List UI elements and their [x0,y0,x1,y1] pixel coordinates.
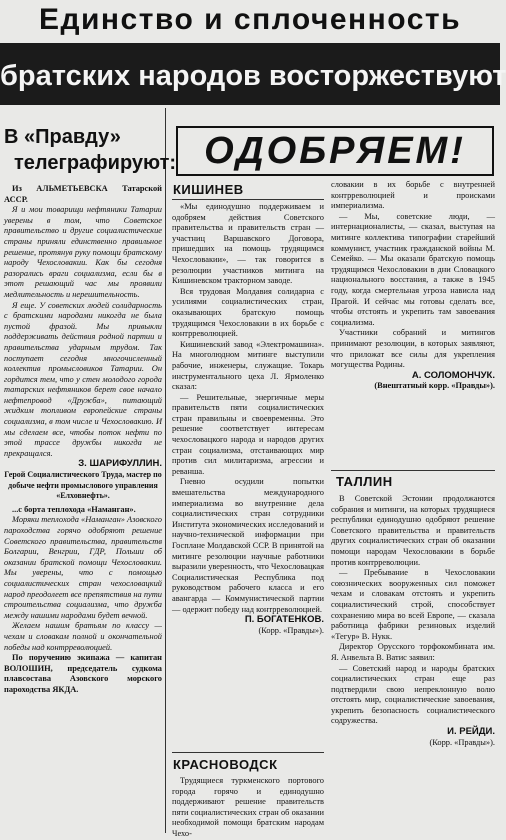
signature-role: Герой Социалистического Труда, мастер по добыче нефти промыслового управления «Елховнефть». [4,470,162,501]
city-heading-kishinev: КИШИНЕВ [173,182,244,197]
title-line-2: телеграфируют: [14,152,177,174]
headline-line-2: братских народов восторжествуют [0,60,506,92]
left-column-title [4,124,177,180]
dateline-ship: ...с борта теплохода «Наманган». [12,504,136,514]
krasnovodsk-continued [331,180,495,466]
title-line-1: В «Правду» [4,126,121,148]
heading-rule [172,199,324,200]
article-paragraph: — Пребывание в Чехословакии союзнических вооруженных сил поможет чехам и словакам отстоять и укрепить социалистический строй, способствует сохранению мира во всей Европе, — сказала работница фабрики резиновых изделий «Тегур» В. Нукк. [331,568,495,641]
city-heading-tallinn: ТАЛЛИН [336,474,393,489]
article-paragraph: В Советской Эстонии продолжаются собрания и митинги, на которых трудящиеся республики единодушно одобряют решение Советского правительства и правительств других социалистических стран об оказании помощи народам Чехословакии в борьбе против контрреволюции. [331,494,495,567]
article-paragraph: словакии в их борьбе с внутренней контрреволюцией и происками империализма. [331,180,495,211]
article-paragraph: Гневно осудили попытки вмешательства международного империализма во внутренние дела социалистических стран сотрудники Института экономических исследований и научно-технической информации при Госплане Молдавской ССР. В принятой на митинге резолюции научные работники выразили уверенность, что Чехословацкая Социалистическая Республика под руководством рабочего класса и его авангарда — Коммунистической партии — одержит победу над контрреволюцией. [172,477,324,614]
approve-banner: ОДОБРЯЕМ! [176,126,494,176]
signature: З. ШАРИФУЛЛИН. [78,458,162,470]
article-paragraph: Директор Орусского торфокомбината им. Я. Анвельта В. Ватис заявил: [331,642,495,662]
krasnovodsk-column [172,776,324,838]
left-column-text [4,184,162,829]
tallinn-column [331,494,495,831]
headline-line-1: Единство и сплоченность [38,3,462,36]
article-paragraph: — Советский народ и народы братских социалистических стран еще раз подтвердили свою непреклонную волю отстоять мир, социалистические завоевания, укрепить безопасность социалистического содружества. [331,663,495,726]
telegram-paragraph: Я еще. У советских людей солидарность с братскими народами никогда не была пустой фразой. Мы привыкли поддерживать действия родной партии и правительства ударным трудом. Так поступает сегодня многочисленный коллектив промысловиков Татарии. Он гордится тем, что у стен молодого города татарских нефтяников берет свое начало нефтепровод «Дружба», питающий жидким топливом европейские страны социализма, в том числе и Чехословакию. И мы сделаем все, чтобы поток нефти по этой трассе дружбы никогда не прекращался. [4,300,162,458]
article-paragraph: — Мы, советские люди, — интернационалисты, — сказал, выступая на митинге коллектива типографии старейший коммунист, участник гражданской войны М. Семейко. — Мы оказали братскую помощь трудящимся Чехословакии в дни Словацкого национального восстания, а также в 1945 году, когда смертельная угроза нависла над Прагой. И сейчас мы готовы сделать все, чтобы отстоять и укрепить там завоевания социализма. [331,211,495,327]
article-paragraph: — Решительные, энергичные меры правительств пяти социалистических стран правильны и своевременны. Это решение соответствует интересам чехословацкого народа и народов других стран социализма, отстаивающих мир против сил милитаризма, агрессии и реванша. [172,392,324,476]
signature: И. РЕЙДИ. [447,726,495,738]
article-paragraph: Трудящиеся туркменского портового города горячо и единодушно поддерживают решение правительств пяти социалистических стран об оказании необходимой помощи братским народам Чехо- [172,776,324,838]
telegram-paragraph: Желаем нашим братьям по классу — чехам и словакам полной и окончательной победы над контрреволюцией. [4,621,162,652]
dateline: Из АЛЬМЕТЬЕВСКА Татарской АССР. [4,184,162,204]
column-divider [165,108,166,833]
section-rule [331,470,495,471]
city-heading-krasnovodsk: КРАСНОВОДСК [173,757,278,772]
kishinev-column [172,202,324,748]
article-paragraph: Кишиневский завод «Электромашина». На многолюдном митинге выступили рабочие, инженеры, служащие. Токарь инструментального цеха Л. Ярмоленко сказал: [172,339,324,392]
section-rule [172,752,324,753]
telegram-paragraph: Моряки теплохода «Наманган» Азовского пароходства горячо одобряют решение Советского правительства, правительств Болгарии, Венгрии, ГДР, Польши об оказании братской помощи Чехословакии. Мы уверены, что с помощью социалистических стран чехословацкий народ преодолеет все препятствия на пути строительства социализма, что дружба между нашими народами будет вечной. [4,515,162,620]
article-paragraph: Вся трудовая Молдавия солидарна с усилиями социалистических стран, оказывающих братскую помощь трудящимся Чехословакии в их борьбе с контрреволюцией. [172,286,324,339]
signature-crew: По поручению экипажа — капитан ВОЛОШИН, председатель судкома плавсостава Азовского морского пароходства ЯКДА. [4,653,162,694]
correspondent-note: (Корр. «Правды»). [258,625,324,635]
signature: А. СОЛОМОНЧУК. [411,369,495,381]
signature: П. БОГАТЕНКОВ. [244,614,324,626]
article-paragraph: «Мы единодушно поддерживаем и одобряем действия Советского правительства и правительств стран — участниц Варшавского Договора, пришедших на помощь трудящимся Чехословакии», — так говорится в резолюции участников митинга на Кишиневском тракторном заводе. [172,202,324,286]
correspondent-note: (Корр. «Правды»). [429,737,495,747]
correspondent-note: (Внештатный корр. «Правды»). [374,381,495,391]
article-paragraph: Участники собраний и митингов принимают резолюции, в которых заявляют, что приложат все силы для укрепления могущества Родины. [331,328,495,370]
telegram-paragraph: Я и мои товарищи нефтяники Татарии уверены в том, что Советское правительство и другие социалистические страны приняли единственно правильное решение, протянув руку помощи братскому народу Чехословакии. Как бы сегодня разорались враги социализма, если бы в этот решающий час мы проявили медлительность и нерешительность. [4,205,162,299]
